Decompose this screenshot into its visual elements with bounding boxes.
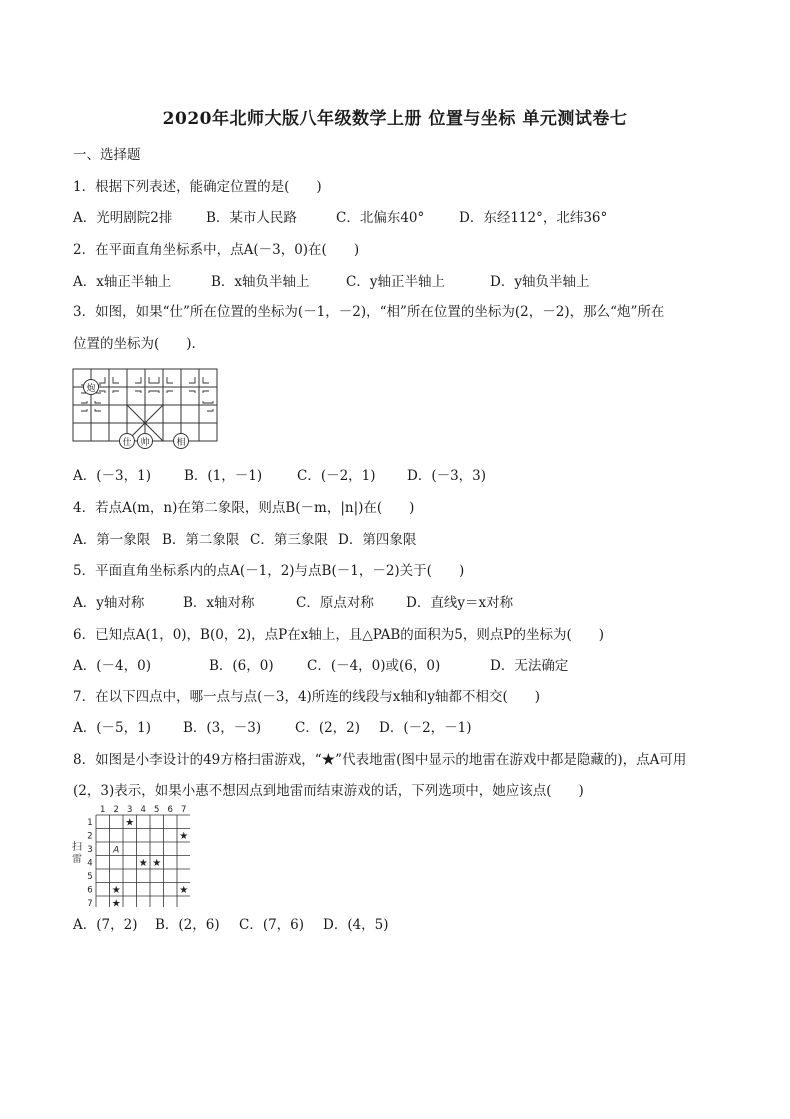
grid-row-number: 3 (87, 844, 93, 855)
grid-side-label-1: 扫 (72, 842, 82, 853)
q2-options (73, 274, 589, 290)
grid-col-number: 7 (181, 805, 187, 815)
minesweeper-grid-figure (70, 803, 190, 907)
q2-option-a[interactable]: A．x轴正半轴上 (73, 274, 172, 290)
grid-row-number: 6 (87, 885, 93, 896)
q2-stem: 2．在平面直角坐标系中，点A(－3，0)在( ) (73, 242, 360, 258)
q5-option-c[interactable]: C．原点对称 (296, 595, 374, 611)
q4-option-b[interactable]: B．第二象限 (162, 532, 240, 548)
grid-row-number: 5 (87, 871, 93, 882)
q6-option-d[interactable]: D．无法确定 (490, 658, 569, 674)
mine-star-icon: ★ (179, 884, 189, 896)
q3-stem-line1: 3．如图，如果“仕”所在位置的坐标为(－1，－2)，“相”所在位置的坐标为(2，－2)，那么“炮”所在 (73, 304, 665, 320)
q5-option-a[interactable]: A．y轴对称 (73, 595, 145, 611)
q2-option-c[interactable]: C．y轴正半轴上 (346, 274, 445, 290)
chess-piece-xiang (174, 434, 189, 449)
q5-options (73, 595, 513, 611)
q7-options (73, 720, 472, 736)
grid-row-number: 1 (87, 817, 93, 828)
q1-stem: 1．根据下列表述，能确定位置的是( ) (73, 179, 322, 195)
q4-option-d[interactable]: D．第四象限 (338, 532, 417, 548)
page-title: 2020年北师大版八年级数学上册 位置与坐标 单元测试卷七 (162, 109, 628, 129)
xiang-label: 相 (176, 438, 186, 448)
chess-piece-pao (84, 380, 99, 395)
q7-option-d[interactable]: D．(－2，－1) (379, 720, 472, 736)
grid-row-number: 7 (87, 898, 93, 907)
q3-option-d[interactable]: D．(－3，3) (407, 468, 487, 484)
q8-option-a[interactable]: A．(7，2) (73, 917, 138, 933)
q8-option-b[interactable]: B．(2，6) (155, 917, 220, 933)
mine-star-icon: ★ (111, 884, 121, 896)
q2-option-b[interactable]: B．x轴负半轴上 (211, 274, 310, 290)
mine-star-icon: ★ (152, 857, 162, 869)
q4-stem: 4．若点A(m，n)在第二象限，则点B(－m，|n|)在( ) (73, 500, 415, 516)
q2-option-d[interactable]: D．y轴负半轴上 (490, 274, 590, 290)
grid-col-number: 6 (167, 805, 173, 815)
grid-row-number: 4 (87, 858, 93, 869)
q3-options (73, 468, 486, 484)
grid-col-number: 1 (100, 805, 106, 815)
mine-star-icon: ★ (179, 830, 189, 842)
q5-stem: 5．平面直角坐标系内的点A(－1，2)与点B(－1，－2)关于( ) (73, 563, 465, 579)
grid-row-number: 2 (87, 831, 93, 842)
grid-side-label-2: 雷 (72, 854, 82, 865)
q1-options (73, 210, 607, 226)
chess-piece-shi (120, 434, 135, 449)
mine-star-icon: ★ (111, 898, 121, 907)
q6-stem: 6．已知点A(1，0)，B(0，2)，点P在x轴上，且△PAB的面积为5，则点P的坐标为( ) (73, 627, 604, 643)
q8-options (73, 917, 389, 933)
q1-option-c[interactable]: C．北偏东40° (336, 210, 425, 226)
q4-option-a[interactable]: A．第一象限 (73, 532, 151, 548)
q1-option-a[interactable]: A．光明剧院2排 (73, 210, 173, 226)
q3-option-c[interactable]: C．(－2，1) (297, 468, 376, 484)
q7-option-a[interactable]: A．(－5，1) (73, 720, 151, 736)
shi-label: 仕 (122, 438, 132, 448)
q3-option-b[interactable]: B．(1，－1) (184, 468, 263, 484)
q6-option-a[interactable]: A．(－4，0) (73, 658, 151, 674)
q8-stem-line1: 8．如图是小李设计的49方格扫雷游戏，“★”代表地雷(图中显示的地雷在游戏中都是隐藏的)，点A可用 (73, 752, 687, 768)
q4-option-c[interactable]: C．第三象限 (250, 532, 328, 548)
grid-col-number: 5 (154, 805, 160, 815)
q3-option-a[interactable]: A．(－3，1) (73, 468, 151, 484)
q6-options (73, 658, 568, 674)
mine-star-icon: ★ (138, 857, 148, 869)
q1-option-b[interactable]: B．某市人民路 (206, 210, 297, 226)
q6-option-b[interactable]: B．(6，0) (209, 658, 274, 674)
grid-col-number: 2 (113, 805, 119, 815)
section-heading: 一、选择题 (73, 147, 141, 163)
q8-option-c[interactable]: C．(7，6) (239, 917, 305, 933)
q8-option-d[interactable]: D．(4，5) (323, 917, 389, 933)
q4-options (73, 532, 416, 548)
point-a-label: A (113, 845, 120, 856)
q5-option-d[interactable]: D．直线y＝x对称 (406, 595, 514, 611)
pao-label: 炮 (86, 384, 96, 394)
grid-col-number: 3 (127, 805, 133, 815)
q1-option-d[interactable]: D．东经112°，北纬36° (459, 210, 608, 226)
q3-stem-line2: 位置的坐标为( ). (73, 336, 196, 352)
chess-board-figure (70, 366, 220, 452)
q6-option-c[interactable]: C．(－4，0)或(6，0) (307, 658, 441, 674)
chess-piece-shuai (138, 434, 153, 449)
shuai-label: 帅 (140, 438, 150, 448)
q8-stem-line2: (2，3)表示，如果小惠不想因点到地雷而结束游戏的话，下列选项中，她应该点( ) (73, 783, 584, 799)
q5-option-b[interactable]: B．x轴对称 (183, 595, 255, 611)
mine-star-icon: ★ (125, 817, 135, 829)
q7-option-c[interactable]: C．(2，2) (295, 720, 361, 736)
grid-col-number: 4 (140, 805, 146, 815)
q7-option-b[interactable]: B．(3，－3) (183, 720, 262, 736)
q7-stem: 7．在以下四点中，哪一点与点(－3，4)所连的线段与x轴和y轴都不相交( ) (73, 689, 541, 705)
